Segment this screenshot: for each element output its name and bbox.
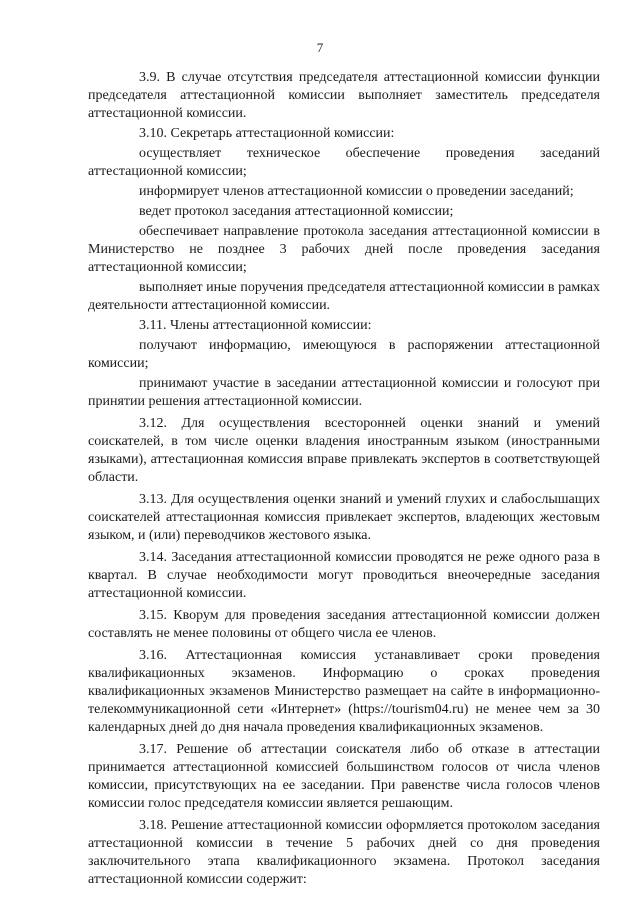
paragraph-3-9: 3.9. В случае отсутствия председателя аттестационной комиссии функции председателя аттестационной комиссии выполняет заместитель председателя аттестационной комиссии. [88,70,600,121]
paragraph-3-17: 3.17. Решение об аттестации соискателя либо об отказе в аттестации принимается аттестационной комиссией большинством голосов от числа членов комиссии, присутствующих на ее заседании. При равенстве числа голосов членов комиссии голос председателя комиссии является решающим. [88,742,600,811]
paragraph-secretary-duty-2: информирует членов аттестационной комиссии о проведении заседаний; [139,184,574,199]
paragraph-3-16: 3.16. Аттестационная комиссия устанавливает сроки проведения квалификационных экзаменов. Информацию о сроках проведения квалификационных экзаменов Министерство размещает на сайте в информационно-телекоммуникационной сети «Интернет» (https://tourism04.ru) не менее чем за 30 календарных дней до дня начала проведения квалификационных экзаменов. [88,648,600,735]
paragraph-secretary-duty-1: осуществляет техническое обеспечение проведения заседаний аттестационной комиссии; [88,146,600,179]
paragraph-3-15: 3.15. Кворум для проведения заседания аттестационной комиссии должен составлять не менее половины от общего числа ее членов. [88,608,600,641]
paragraph-3-10: 3.10. Секретарь аттестационной комиссии: [139,126,395,141]
paragraph-3-18: 3.18. Решение аттестационной комиссии оформляется протоколом заседания аттестационной комиссии в течение 5 рабочих дней со дня проведения заключительного этапа квалификационного экзамена. Протокол заседания аттестационной комиссии содержит: [88,818,600,887]
paragraph-3-13: 3.13. Для осуществления оценки знаний и умений глухих и слабослышащих соискателей аттестационная комиссия привлекает экспертов, владеющих жестовым языком, и (или) переводчиков жестового языка. [88,492,600,543]
paragraph-3-12: 3.12. Для осуществления всесторонней оценки знаний и умений соискателей, в том числе оценки владения иностранным языком (иностранными языками), аттестационная комиссия вправе привлекать экспертов в соответствующей области. [88,416,600,485]
paragraph-secretary-duty-5: выполняет иные поручения председателя аттестационной комиссии в рамках деятельности аттестационной комиссии. [88,280,600,313]
paragraph-3-14: 3.14. Заседания аттестационной комиссии проводятся не реже одного раза в квартал. В случае необходимости могут проводиться внеочередные заседания аттестационной комиссии. [88,550,600,601]
page-number: 7 [316,40,324,55]
paragraph-members-duty-2: принимают участие в заседании аттестационной комиссии и голосуют при принятии решения аттестационной комиссии. [88,376,600,409]
paragraph-secretary-duty-3: ведет протокол заседания аттестационной комиссии; [139,204,454,219]
paragraph-3-11: 3.11. Члены аттестационной комиссии: [139,318,372,333]
paragraph-secretary-duty-4: обеспечивает направление протокола заседания аттестационной комиссии в Министерство не позднее 3 рабочих дней после проведения заседания аттестационной комиссии; [88,224,600,275]
paragraph-members-duty-1: получают информацию, имеющуюся в распоряжении аттестационной комиссии; [88,338,600,371]
document-body [88,69,600,891]
